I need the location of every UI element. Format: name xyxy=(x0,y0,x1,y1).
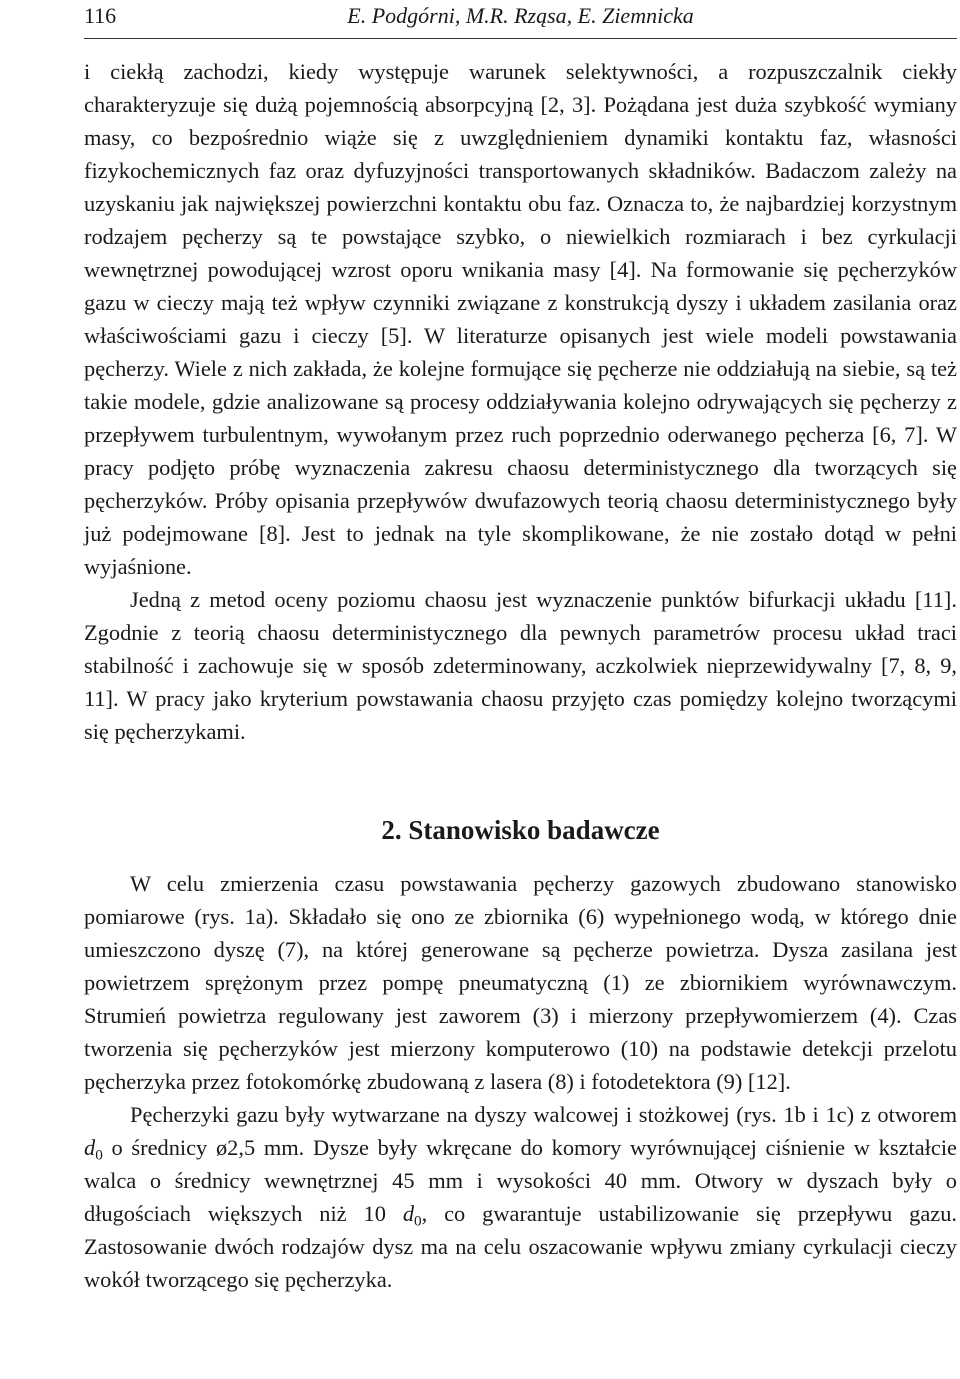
paragraph-bifurcation: Jedną z metod oceny poziomu chaosu jest wyznaczenie punktów bifurkacji układu [11]. Zgodnie z teorią chaosu deterministycznego dla pewnych parametrów procesu układ traci stabilność i zachowuje się w sposób zdeterminowany, aczkolwiek nieprzewidywalny [7, 8, 9, 11]. W pracy jako kryterium powstawania chaosu przyjęto czas pomiędzy kolejno tworzącymi się pęcherzykami. xyxy=(84,587,957,744)
paragraph-intro: i ciekłą zachodzi, kiedy występuje warunek selektywności, a rozpuszczalnik ciekły charakteryzuje się dużą pojemnością absorpcyjną [2, 3]. Pożądana jest duża szybkość wymiany masy, co bezpośrednio wiąże się z uwzględnieniem dynamiki kontaktu faz, własności fizykochemicznych faz oraz dyfuzyjności transportowanych składników. Badaczom zależy na uzyskaniu jak największej powierzchni kontaktu obu faz. Oznacza to, że najbardziej korzystnym rodzajem pęcherzy są te powstające szybko, o niewielkich rozmiarach i bez cyrkulacji wewnętrznej powodującej wzrost oporu wnikania masy [4]. Na formowanie się pęcherzyków gazu w cieczy mają też wpływ czynniki związane z konstrukcją dyszy i układem zasilania oraz właściwościami gazu i cieczy [5]. W literaturze opisanych jest wiele modeli powstawania pęcherzy. Wiele z nich zakłada, że kolejne formujące się pęcherze nie oddziałują na siebie, są też takie modele, gdzie analizowane są procesy oddziaływania kolejno odrywających się pęcherzy z przepływem turbulentnym, wywołanym przez ruch poprzednio oderwanego pęcherza [6, 7]. W pracy podjęto próbę wyznaczenia zakresu chaosu deterministycznego dla tworzących się pęcherzyków. Próby opisania przepływów dwufazowych teorią chaosu deterministycznego były już podejmowane [8]. Jest to jednak na tyle skomplikowane, że nie zostało dotąd w pełni wyjaśnione. xyxy=(84,59,957,579)
header-rule xyxy=(84,38,957,39)
symbol-subscript: 0 xyxy=(95,1146,103,1164)
page-number: 116 xyxy=(84,3,117,28)
symbol-d: d xyxy=(402,1201,415,1226)
running-head-authors: E. Podgórni, M.R. Rząsa, E. Ziemnicka xyxy=(347,3,694,28)
symbol-subscript: 0 xyxy=(414,1212,422,1230)
paragraph-nozzles xyxy=(84,1098,957,1296)
nozzles-text-b: o średnicy ø2,5 mm. Dysze były wkręcane do komory wyrównującej ciśnienie w kształcie walca o średnicy wewnętrznej 45 mm i wysokości 40 mm. Otwory w dyszach były o długościach większych niż 10 xyxy=(84,1135,957,1226)
nozzles-text-a: Pęcherzyki gazu były wytwarzane na dyszy walcowej i stożkowej (rys. 1b i 1c) z otworem xyxy=(130,1102,957,1127)
body-text xyxy=(84,55,957,1296)
section-heading: 2. Stanowisko badawcze xyxy=(381,815,660,845)
running-head xyxy=(84,2,957,30)
paragraph-setup: W celu zmierzenia czasu powstawania pęcherzy gazowych zbudowano stanowisko pomiarowe (rys. 1a). Składało się ono ze zbiornika (6) wypełnionego wodą, w którego dnie umieszczono dyszę (7), na której generowane są pęcherze powietrza. Dysza zasilana jest powietrzem sprężonym przez pompę pneumatyczną (1) ze zbiornikiem wyrównawczym. Strumień powietrza regulowany jest zaworem (3) i mierzony przepływomierzem (4). Czas tworzenia się pęcherzyków jest mierzony komputerowo (10) na podstawie detekcji przelotu pęcherzyka przez fotokomórkę zbudowaną z lasera (8) i fotodetektora (9) [12]. xyxy=(84,871,957,1094)
symbol-d: d xyxy=(84,1135,96,1160)
nozzles-text-c: , co gwarantuje ustabilizowanie się przepływu gazu. Zastosowanie dwóch rodzajów dysz ma na celu oszacowanie wpływu zmiany cyrkulacji cieczy wokół tworzącego się pęcherzyka. xyxy=(84,1201,957,1292)
